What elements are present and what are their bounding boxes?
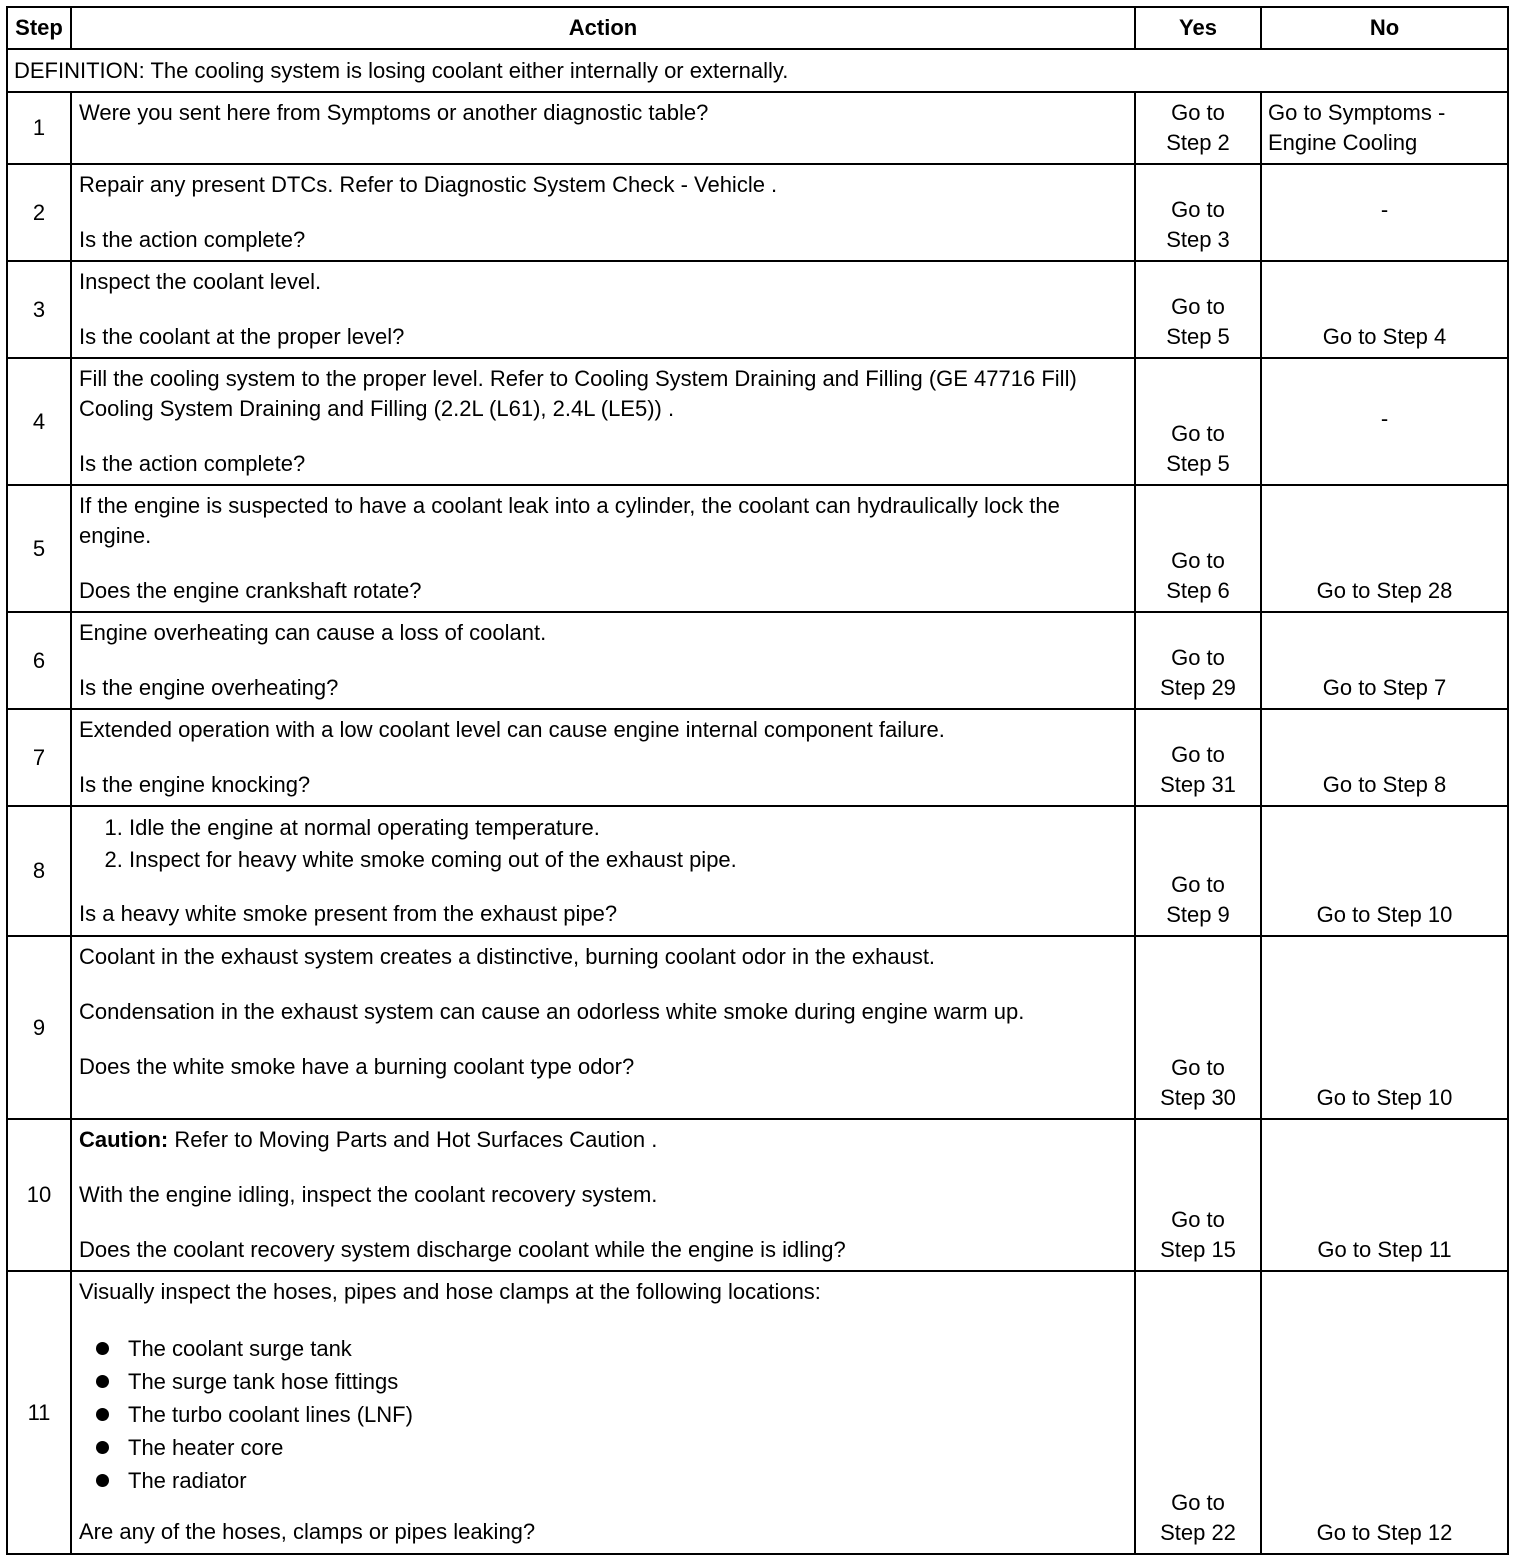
yes-cell bbox=[1135, 485, 1261, 612]
yes-line: Step 3 bbox=[1166, 227, 1230, 252]
action-text: With the engine idling, inspect the coolant recovery system. bbox=[79, 1182, 658, 1207]
no-line: Go to Step 11 bbox=[1317, 1237, 1452, 1262]
yes-line: Step 29 bbox=[1160, 675, 1236, 700]
yes-cell bbox=[1135, 806, 1261, 936]
action-text: Were you sent here from Symptoms or another diagnostic table? bbox=[79, 100, 709, 125]
header-no: No bbox=[1261, 7, 1508, 49]
no-cell bbox=[1261, 261, 1508, 358]
action-cell bbox=[71, 164, 1135, 261]
no-cell bbox=[1261, 612, 1508, 709]
step-number: 5 bbox=[7, 485, 71, 612]
yes-cell bbox=[1135, 936, 1261, 1119]
yes-cell bbox=[1135, 164, 1261, 261]
no-line: Go to Step 12 bbox=[1316, 1520, 1453, 1545]
action-cell bbox=[71, 92, 1135, 164]
action-text: Condensation in the exhaust system can cause an odorless white smoke during engine warm up. bbox=[79, 999, 1025, 1024]
yes-line: Go to bbox=[1171, 421, 1225, 446]
list-item: 2. Inspect for heavy white smoke coming out of the exhaust pipe. bbox=[129, 844, 1126, 876]
yes-line: Go to bbox=[1171, 872, 1225, 897]
table-row bbox=[7, 92, 1508, 164]
list-item: The radiator bbox=[79, 1464, 1126, 1497]
list-item: The surge tank hose fittings bbox=[79, 1365, 1126, 1398]
no-line: Go to Symptoms - bbox=[1268, 100, 1446, 125]
step-number: 1 bbox=[7, 92, 71, 164]
action-text: Coolant in the exhaust system creates a distinctive, burning coolant odor in the exhaust. bbox=[79, 944, 936, 969]
action-numbered-list bbox=[79, 812, 1126, 876]
table-row bbox=[7, 806, 1508, 936]
yes-line: Go to bbox=[1171, 742, 1225, 767]
step-number: 9 bbox=[7, 936, 71, 1119]
action-question: Does the engine crankshaft rotate? bbox=[79, 578, 422, 603]
caution-body: Refer to Moving Parts and Hot Surfaces Caution . bbox=[168, 1127, 658, 1152]
yes-cell bbox=[1135, 709, 1261, 806]
bullet-icon bbox=[96, 1375, 109, 1388]
table-row bbox=[7, 485, 1508, 612]
action-question: Is the engine knocking? bbox=[79, 772, 311, 797]
action-cell bbox=[71, 806, 1135, 936]
no-line: Go to Step 10 bbox=[1316, 1085, 1453, 1110]
definition-text: DEFINITION: The cooling system is losing coolant either internally or externally. bbox=[7, 49, 1508, 92]
no-line: Go to Step 7 bbox=[1322, 675, 1447, 700]
bullet-icon bbox=[96, 1408, 109, 1421]
action-question: Is the coolant at the proper level? bbox=[79, 324, 405, 349]
yes-line: Go to bbox=[1171, 1490, 1225, 1515]
no-line: Engine Cooling bbox=[1268, 130, 1418, 155]
action-cell bbox=[71, 261, 1135, 358]
action-question: Is the action complete? bbox=[79, 227, 306, 252]
header-action: Action bbox=[71, 7, 1135, 49]
step-number: 8 bbox=[7, 806, 71, 936]
action-question: Is the engine overheating? bbox=[79, 675, 339, 700]
yes-line: Go to bbox=[1171, 197, 1225, 222]
action-text: Engine overheating can cause a loss of coolant. bbox=[79, 620, 547, 645]
table-row bbox=[7, 261, 1508, 358]
no-line: Go to Step 10 bbox=[1316, 902, 1453, 927]
no-cell bbox=[1261, 936, 1508, 1119]
yes-cell bbox=[1135, 92, 1261, 164]
action-text: Extended operation with a low coolant level can cause engine internal component failure. bbox=[79, 717, 945, 742]
step-number: 7 bbox=[7, 709, 71, 806]
bullet-icon bbox=[96, 1474, 109, 1487]
action-cell bbox=[71, 709, 1135, 806]
yes-cell bbox=[1135, 1271, 1261, 1554]
location-bullet-list bbox=[79, 1332, 1126, 1497]
list-item: 1. Idle the engine at normal operating temperature. bbox=[129, 812, 1126, 844]
step-number: 2 bbox=[7, 164, 71, 261]
yes-cell bbox=[1135, 358, 1261, 485]
yes-line: Go to bbox=[1171, 294, 1225, 319]
yes-line: Go to bbox=[1171, 1207, 1225, 1232]
yes-cell bbox=[1135, 261, 1261, 358]
no-line: Go to Step 8 bbox=[1322, 772, 1447, 797]
no-cell bbox=[1261, 358, 1508, 485]
caution-text bbox=[79, 1125, 1126, 1155]
no-line: Go to Step 28 bbox=[1316, 578, 1453, 603]
definition-row bbox=[7, 49, 1508, 92]
action-cell bbox=[71, 612, 1135, 709]
yes-line: Go to bbox=[1171, 645, 1225, 670]
no-line: Go to Step 4 bbox=[1322, 324, 1447, 349]
no-line: - bbox=[1380, 197, 1389, 222]
action-cell bbox=[71, 485, 1135, 612]
action-cell bbox=[71, 358, 1135, 485]
action-cell bbox=[71, 1119, 1135, 1271]
yes-line: Go to bbox=[1171, 100, 1225, 125]
action-cell bbox=[71, 1271, 1135, 1554]
table-row bbox=[7, 709, 1508, 806]
action-cell bbox=[71, 936, 1135, 1119]
no-line: - bbox=[1380, 406, 1389, 431]
yes-line: Step 5 bbox=[1166, 324, 1230, 349]
yes-cell bbox=[1135, 1119, 1261, 1271]
no-cell bbox=[1261, 709, 1508, 806]
yes-line: Step 30 bbox=[1160, 1085, 1236, 1110]
header-yes: Yes bbox=[1135, 7, 1261, 49]
no-cell bbox=[1261, 1119, 1508, 1271]
action-question: Are any of the hoses, clamps or pipes leaking? bbox=[79, 1519, 536, 1544]
bullet-icon bbox=[96, 1441, 109, 1454]
yes-line: Step 2 bbox=[1166, 130, 1230, 155]
action-question: Is a heavy white smoke present from the exhaust pipe? bbox=[79, 901, 618, 926]
action-text: Visually inspect the hoses, pipes and hose clamps at the following locations: bbox=[79, 1279, 821, 1304]
yes-line: Step 5 bbox=[1166, 451, 1230, 476]
table-row bbox=[7, 612, 1508, 709]
no-cell bbox=[1261, 1271, 1508, 1554]
yes-line: Step 22 bbox=[1160, 1520, 1236, 1545]
yes-line: Step 31 bbox=[1160, 772, 1236, 797]
list-item: The coolant surge tank bbox=[79, 1332, 1126, 1365]
action-question: Does the white smoke have a burning coolant type odor? bbox=[79, 1054, 635, 1079]
action-question: Does the coolant recovery system discharge coolant while the engine is idling? bbox=[79, 1237, 846, 1262]
no-cell bbox=[1261, 485, 1508, 612]
table-row bbox=[7, 1119, 1508, 1271]
action-text: If the engine is suspected to have a coolant leak into a cylinder, the coolant can hydraulically lock the engine. bbox=[79, 493, 1060, 548]
action-text: Fill the cooling system to the proper level. Refer to Cooling System Draining and Filling (GE 47716 Fill) Cooling System Draining and Filling (2.2L (L61), 2.4L (LE5)) . bbox=[79, 366, 1077, 421]
yes-line: Go to bbox=[1171, 548, 1225, 573]
list-item: The heater core bbox=[79, 1431, 1126, 1464]
action-question: Is the action complete? bbox=[79, 451, 306, 476]
caution-label: Caution: bbox=[79, 1127, 169, 1152]
list-item: The turbo coolant lines (LNF) bbox=[79, 1398, 1126, 1431]
table-row bbox=[7, 164, 1508, 261]
header-step: Step bbox=[7, 7, 71, 49]
action-text: Inspect the coolant level. bbox=[79, 269, 322, 294]
table-row bbox=[7, 1271, 1508, 1554]
diagnostic-table bbox=[6, 6, 1509, 1555]
bullet-icon bbox=[96, 1342, 109, 1355]
header-row bbox=[7, 7, 1508, 49]
no-cell bbox=[1261, 806, 1508, 936]
step-number: 10 bbox=[7, 1119, 71, 1271]
step-number: 6 bbox=[7, 612, 71, 709]
step-number: 3 bbox=[7, 261, 71, 358]
yes-line: Step 6 bbox=[1166, 578, 1230, 603]
yes-cell bbox=[1135, 612, 1261, 709]
table-row bbox=[7, 358, 1508, 485]
step-number: 11 bbox=[7, 1271, 71, 1554]
no-cell bbox=[1261, 164, 1508, 261]
yes-line: Step 15 bbox=[1160, 1237, 1236, 1262]
yes-line: Go to bbox=[1171, 1055, 1225, 1080]
action-text: Repair any present DTCs. Refer to Diagnostic System Check - Vehicle . bbox=[79, 172, 778, 197]
table-row bbox=[7, 936, 1508, 1119]
no-cell bbox=[1261, 92, 1508, 164]
step-number: 4 bbox=[7, 358, 71, 485]
yes-line: Step 9 bbox=[1166, 902, 1230, 927]
